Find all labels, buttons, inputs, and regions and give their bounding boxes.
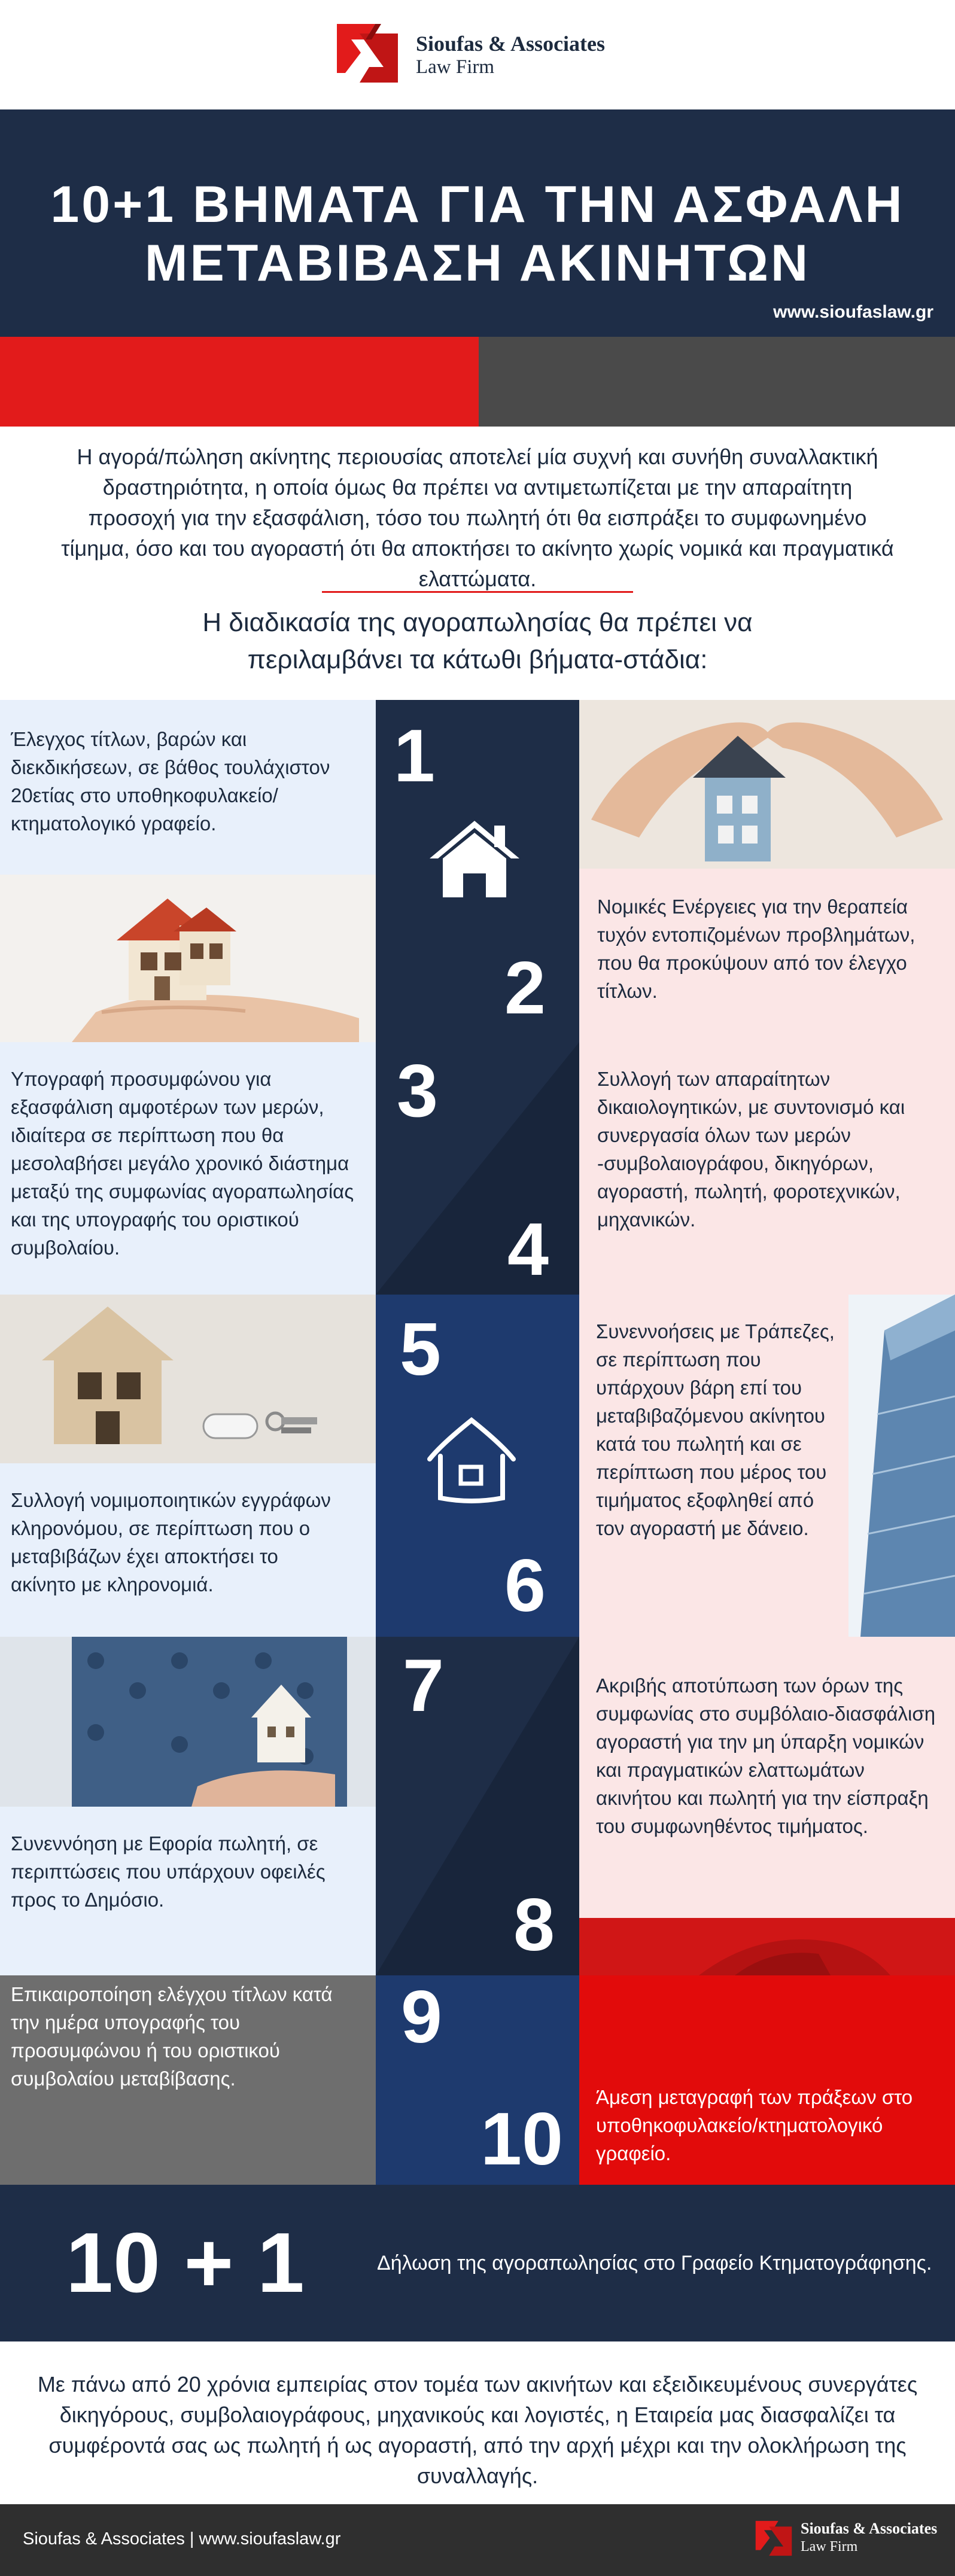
step-7-panel xyxy=(579,1637,955,1918)
step-6-number: 6 xyxy=(504,1545,546,1627)
house-outline-icon xyxy=(418,1408,525,1510)
hands-roof-photo xyxy=(579,700,955,869)
step-9-number: 9 xyxy=(401,1976,442,2059)
wooden-house-keys-photo xyxy=(0,1295,376,1463)
step-1-number: 1 xyxy=(394,715,435,797)
woman-house-photo xyxy=(0,1637,376,1807)
step-2-text: Νομικές Ενέργειες για την θεραπεία τυχόν εντοπιζομένων προβλημάτων, που θα προκύψουν από τον έλεγχο τίτλων. xyxy=(597,896,916,1002)
divider xyxy=(322,591,633,593)
step-1-text: Έλεγχος τίτλων, βαρών και διεκδικήσεων, σε βάθος τουλάχιστον 20ετίας στο υποθηκοφυλακείο/ κτηματολογικό γραφείο. xyxy=(11,728,330,835)
step-6-panel xyxy=(0,1463,376,1637)
step-10-text: Άμεση μεταγραφή των πράξεων στο υποθηκοφυλακείο/κτηματολογικό γραφείο. xyxy=(596,2086,913,2164)
step-10-panel xyxy=(579,1975,955,2185)
footer xyxy=(0,2504,955,2576)
red-accent-bar xyxy=(0,337,479,427)
grey-accent-bar xyxy=(479,337,955,427)
lead-line1: Η διαδικασία της αγοραπωλησίας θα πρέπει να xyxy=(202,608,753,637)
brand-subtitle: Law Firm xyxy=(416,56,495,78)
step-9-text: Επικαιροποίηση ελέγχου τίτλων κατά την ημέρα υπογραφής του προσυμφώνου ή του οριστικού συμβολαίου μεταβίβασης. xyxy=(11,1983,333,2090)
steps-5-6-column xyxy=(376,1295,579,1637)
handshake-image xyxy=(579,1918,955,1975)
hands-house-photo xyxy=(0,875,376,1042)
step-4-text: Συλλογή των απαραίτητων δικαιολογητικών, με συντονισμό και συνεργασία όλων των μερών -συμβολαιογράφου, δικηγόρων, αγοραστή, πωλητή, φοροτεχνικών, μηχανικών. xyxy=(597,1068,905,1231)
step-4-number: 4 xyxy=(507,1208,549,1291)
hero-title xyxy=(0,175,955,293)
wooden-house-keys-image xyxy=(0,1295,376,1463)
step-5-panel xyxy=(579,1295,848,1637)
intro-paragraph: Η αγορά/πώληση ακίνητης περιουσίας αποτελεί μία συχνή και συνήθη συναλλακτική δραστηριότητα, η οποία όμως θα πρέπει να αντιμετωπίζεται με την απαραίτητη προσοχή για την εξασφάλιση, τόσο του πωλητή ότι θα εισπράξει το συμφωνημένο τίμημα, όσο και του αγοραστή ότι θα αποκτήσει το ακίνητο χωρίς νομικά και πραγματικά ελαττώματα. xyxy=(61,444,894,591)
skyscraper-image xyxy=(848,1295,955,1637)
hero-url-link[interactable]: www.sioufaslaw.gr xyxy=(773,302,933,322)
step-8-text: Συνεννόηση με Εφορία πωλητή, σε περιπτώσεις που υπάρχουν οφειλές προς το Δημόσιο. xyxy=(11,1832,326,1911)
step-3-text: Υπογραφή προσυμφώνου για εξασφάλιση αμφοτέρων των μερών, ιδιαίτερα σε περίπτωση που θα μεσολαβήσει μεγάλο χρονικό διάστημα μεταξύ της συμφωνίας αγοραπωλησίας και της υπογραφής του οριστικού συμβολαίου. xyxy=(11,1068,354,1259)
steps-1-2-column xyxy=(376,700,579,1042)
footer-brand-subtitle: Law Firm xyxy=(801,2539,858,2554)
handshake-photo xyxy=(579,1918,955,1975)
lead-line2: περιλαμβάνει τα κάτωθι βήματα-στάδια: xyxy=(247,645,708,674)
logo-mark-icon xyxy=(332,18,403,89)
step-7-text: Ακριβής αποτύπωση των όρων της συμφωνίας στο συμβόλαιο-διασφάλιση αγοραστή για την μη ύπαρξη νομικών και πραγματικών ελαττωμάτων ακινήτου και πωλητή για την είσπραξη του συμφωνηθέντος τιμήματος. xyxy=(596,1674,936,1837)
footer-logo[interactable] xyxy=(753,2515,944,2565)
footer-text[interactable]: Sioufas & Associates | www.sioufaslaw.gr xyxy=(23,2529,341,2548)
step-8-panel xyxy=(0,1807,376,1975)
step-7-number: 7 xyxy=(403,1645,444,1727)
woman-holding-house-image xyxy=(0,1637,376,1807)
header-logo[interactable] xyxy=(332,18,625,84)
steps-9-10-column xyxy=(376,1975,579,2185)
hero-title-line1: 10+1 ΒΗΜΑΤΑ ΓΙΑ ΤΗΝ ΑΣΦΑΛΗ xyxy=(50,176,905,233)
step-5-number: 5 xyxy=(400,1308,441,1391)
hands-over-house-image xyxy=(579,700,955,869)
step-4-panel xyxy=(579,1042,955,1295)
step-5-text: Συνεννοήσεις με Τράπεζες, σε περίπτωση που υπάρχουν βάρη επί του μεταβιβαζόμενου ακίνητου κατά του πωλητή και σε περίπτωση που μέρος του τιμήματος εξοφληθεί από τον αγοραστή με δάνειο. xyxy=(596,1320,835,1539)
steps-7-8-column xyxy=(376,1637,579,1975)
step-3-number: 3 xyxy=(397,1050,438,1132)
final-step-banner xyxy=(0,2185,955,2341)
final-step-number: 10 + 1 xyxy=(66,2215,305,2310)
step-9-panel xyxy=(0,1975,376,2185)
house-in-hands-image xyxy=(0,875,376,1042)
footer-brand-name: Sioufas & Associates xyxy=(801,2520,938,2537)
lead-text xyxy=(120,604,835,678)
final-step-text: Δήλωση της αγοραπωλησίας στο Γραφείο Κτηματογράφησης. xyxy=(377,2252,932,2274)
closing-paragraph: Με πάνω από 20 χρόνια εμπειρίας στον τομέα των ακινήτων και εξειδικευμένους συνεργάτες δικηγόρους, συμβολαιογράφους, μηχανικούς και λογιστές, η Εταιρεία μας διασφαλίζει τα συμφέροντά σας ως πωλητή ή ως αγοραστή, από την αρχή μέχρι και την ολοκλήρωση της συναλλαγής. xyxy=(37,2372,918,2488)
step-10-number: 10 xyxy=(480,2098,563,2181)
hero-banner xyxy=(0,109,955,337)
step-3-panel xyxy=(0,1042,376,1295)
hero-title-line2: ΜΕΤΑΒΙΒΑΣΗ ΑΚΙΝΗΤΩΝ xyxy=(144,235,811,292)
step-1-panel xyxy=(0,700,376,875)
step-6-text: Συλλογή νομιμοποιητικών εγγράφων κληρονόμου, σε περίπτωση που ο μεταβιβάζων έχει αποκτήσει το ακίνητο με κληρονομιά. xyxy=(11,1489,331,1595)
step-8-number: 8 xyxy=(513,1884,555,1966)
brand-name: Sioufas & Associates xyxy=(416,32,606,56)
steps-3-4-column xyxy=(376,1042,579,1295)
step-2-number: 2 xyxy=(504,947,546,1030)
skyscraper-photo xyxy=(848,1295,955,1637)
step-2-panel xyxy=(579,869,955,1042)
house-icon xyxy=(424,814,525,903)
footer-logo-mark-icon xyxy=(753,2517,795,2559)
